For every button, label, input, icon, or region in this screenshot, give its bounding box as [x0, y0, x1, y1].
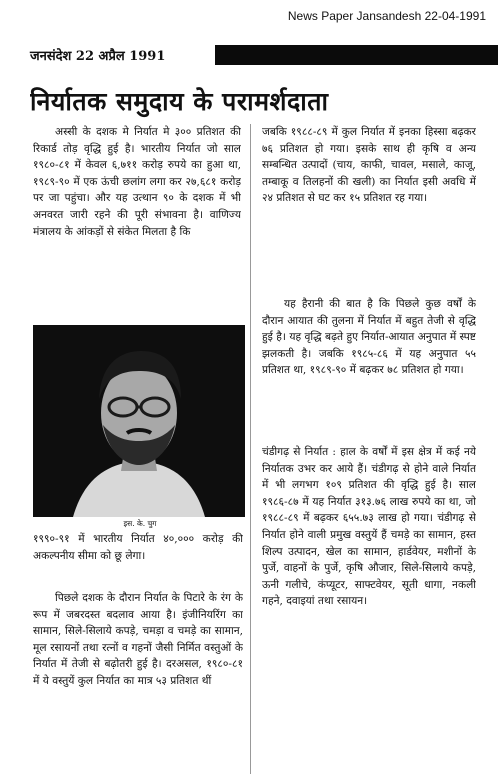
article-paragraph: जबकि १९८८-८९ में कुल निर्यात में इनका हिस्सा बढ़कर ७६ प्रतिशत हो गया। इसके साथ ही कृषि व अन्य सम्बन्धित उत्पादों (चाय, काफी, चावल, मसाले, काजू, तम्बाकू व तिलहनों की खली) का निर्यात इसी अवधि में २४ प्रतिशत से घट कर १५ प्रतिशत रह गया।	[262, 126, 476, 205]
masthead-date: जनसंदेश 22 अप्रैल 1991	[30, 49, 166, 64]
article-paragraph: यह हैरानी की बात है कि पिछले कुछ वर्षों के दौरान आयात की तुलना में निर्यात में बहुत तेजी से वृद्धि हुई है। यह वृद्धि बढ़ते हुए निर्यात-आयात अनुपात में स्पष्ट झलकती है। जबकि १९८५-८६ में यह अनुपात ५५ प्रतिशत था, १९८९-९० में बढ़कर ७८ प्रतिशत हो गया।	[262, 298, 476, 377]
column2-paragraph3	[262, 444, 476, 776]
masthead	[30, 44, 498, 68]
column1-paragraph3	[33, 590, 243, 775]
article-paragraph: पिछले दशक के दौरान निर्यात के पिटारे के रंग के रूप में जबरदस्त बदलाव आया है। इंजीनियरिंग का सामान, सिले-सिलाये कपड़े, चमड़ा व चमड़े का सामान, मूल रसायनों तथा रत्नों व गहनों जैसी निर्मित वस्तुओं के निर्यात में तेजी से बढ़ोतरी हुई है। दरअसल, १९८०-८१ में ये वस्तुयें कुल निर्यात का मात्र ५३ प्रतिशत थीं	[33, 592, 243, 687]
column2-paragraph1	[262, 124, 476, 292]
portrait-photo	[33, 325, 245, 517]
portrait-image	[33, 325, 245, 517]
column-divider	[250, 124, 251, 774]
article-paragraph: अस्सी के दशक मे निर्यात मे ३०० प्रतिशत की रिकार्ड तोड़ वृद्धि हुई है। भारतीय निर्यात जो साल १९८०-८१ में केवल ६,७११ करोड़ रुपये का हुआ था, १९८९-९० में एक ऊंची छलांग लगा कर २७,६८१ करोड़ पर जा पहुंचा। और यह उत्थान ९० के दशक में भी अनवरत जारी रहने की पूरी संभावना है। वाणिज्य मंत्रालय के आंकड़ों से संकेत मिलता है कि	[33, 126, 241, 238]
photo-caption: इस. के. चुग	[123, 519, 157, 528]
column1-paragraph2	[33, 531, 243, 586]
source-line: News Paper Jansandesh 22-04-1991	[287, 9, 486, 23]
column1-paragraph1	[33, 124, 241, 322]
column2-paragraph2	[262, 296, 476, 436]
article-paragraph: चंडीगढ़ से निर्यात : हाल के वर्षों में इस क्षेत्र में कई नये निर्यातक उभर कर आये हैं। चंडीगढ़ से होने वाले निर्यात में भी लगभग १०९ प्रतिशत की वृद्धि हुई है। साल १९८६-८७ में यह निर्यात ३१३.७६ लाख रुपये का था, जो १९८८-८९ में बढ़कर ६५५.७३ लाख हो गया। चंडीगढ़ से निर्यात होने वाली प्रमुख वस्तुयें हैं चमड़े का सामान, हस्त शिल्प उत्पादन, खेल का सामान, हार्डवेयर, मशीनों के पुर्जे, वाहनों के पुर्जे, कृषि औजार, सिले-सिलाये कपड़े, ऊनी गलीचे, कंप्यूटर, साफ्टवेयर, सूती धागा, नकली गहने, दवाइयां तथा रसायन।	[262, 446, 476, 608]
article-paragraph: १९९०-९१ में भारतीय निर्यात ४०,००० करोड़ की अकल्पनीय सीमा को छू लेगा।	[33, 533, 243, 562]
headline: निर्यातक समुदाय के परामर्शदाता	[30, 87, 329, 116]
masthead-bar	[215, 45, 498, 65]
